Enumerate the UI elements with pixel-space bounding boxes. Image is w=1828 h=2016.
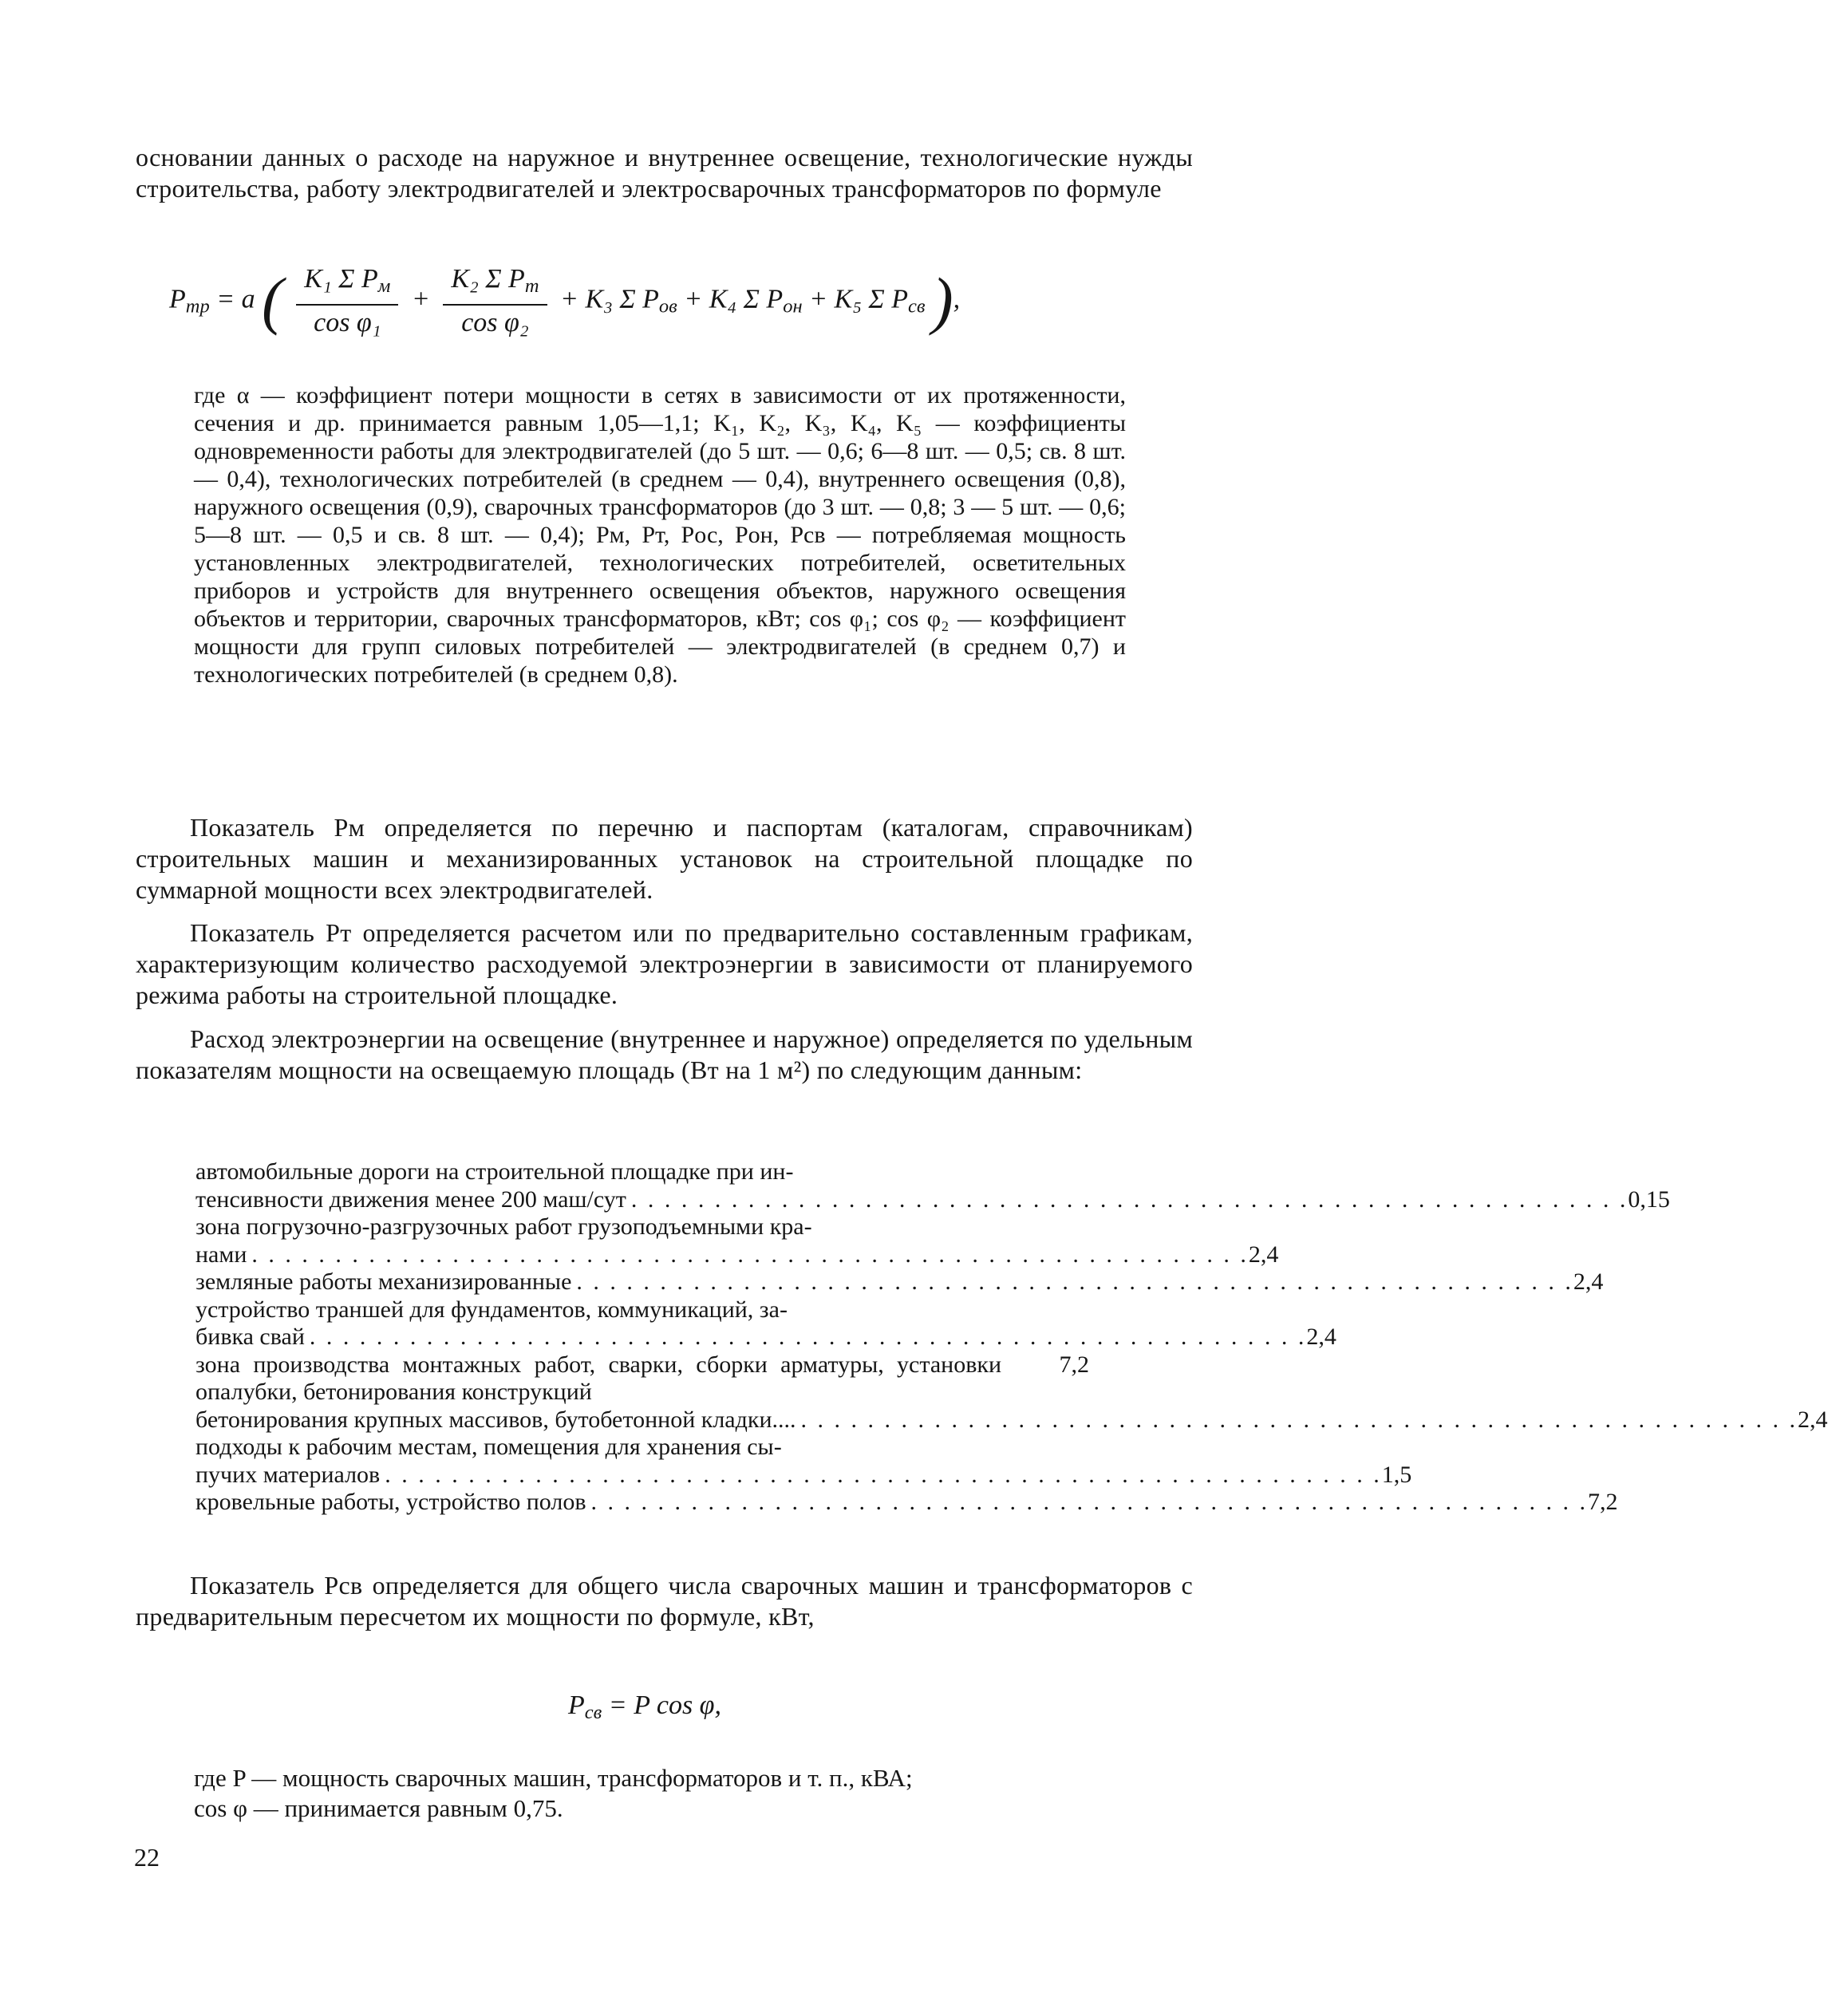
paragraph-pm: Показатель Pм определяется по перечню и паспортам (каталогам, справочникам) строительных машин и механизированных установок на строительной площадке по суммарной мощности всех электродвигателей. <box>136 813 1193 904</box>
list-item-value: 0,15 <box>1628 1186 1670 1213</box>
list-item-line: зона производства монтажных работ, сварки, сборки арматуры, установки опалубки, бетонирования конструкций 7,2 <box>195 1351 1089 1405</box>
list-item: тенсивности движения менее 200 маш/сут . . . . . . . . . . . . . . . . . . . . . . . . . . . . . . . . . . . . . . . . . . . . . . . . . . . . . . . . . . . . 0,15 <box>195 1186 1670 1213</box>
fraction-motors: $\frac{K_1 \Sigma P_м}{\text{cos φ₁}}$ <box>296 263 398 339</box>
list-item: бивка свай . . . . . . . . . . . . . . . . . . . . . . . . . . . . . . . . . . . . . . . . . . . . . . . . . . . . . . . . . . . . 2,4 <box>195 1324 1336 1350</box>
list-item-value: 2,4 <box>1306 1324 1336 1350</box>
paragraph-pt: Показатель Pт определяется расчетом или по предварительно составленным графикам, характеризующим количество расходуемой электроэнергии в зависимости от планируемого режима работы на строительной площадке. <box>136 918 1193 1009</box>
list-item-value: 7,2 <box>1059 1351 1089 1378</box>
lighting-list <box>195 1158 1828 1517</box>
welding-formula: $P_{св} = P$ cos φ, <box>568 1691 721 1724</box>
welding-legend: где P — мощность сварочных машин, трансформаторов и т. п., кВА; cos φ — принимается равным 0,75. <box>194 1764 913 1822</box>
dot-leader: . . . . . . . . . . . . . . . . . . . . . . . . . . . . . . . . . . . . . . . . . . . . . . . . . . . . . . . . . . . . <box>590 1489 1589 1515</box>
list-item-line: подходы к рабочим местам, помещения для хранения сы- <box>195 1434 782 1460</box>
list-item-line: автомобильные дороги на строительной площадке при ин- <box>195 1158 794 1185</box>
list-item-value: 2,4 <box>1798 1406 1828 1433</box>
dot-leader: . . . . . . . . . . . . . . . . . . . . . . . . . . . . . . . . . . . . . . . . . . . . . . . . . . . . . . . . . . . . <box>385 1461 1382 1488</box>
list-item-line: устройство траншей для фундаментов, коммуникаций, за- <box>195 1296 788 1323</box>
paragraph-lighting: Расход электроэнергии на освещение (внутреннее и наружное) определяется по удельным показателям мощности на освещаемую площадь (Вт на 1 м²) по следующим данным: <box>136 1024 1193 1084</box>
dot-leader: . . . . . . . . . . . . . . . . . . . . . . . . . . . . . . . . . . . . . . . . . . . . . . . . . . . . . . . . . . . . <box>251 1241 1249 1268</box>
dot-leader: . . . . . . . . . . . . . . . . . . . . . . . . . . . . . . . . . . . . . . . . . . . . . . . . . . . . . . . . . . . . <box>630 1186 1629 1213</box>
list-item: кровельные работы, устройство полов . . . . . . . . . . . . . . . . . . . . . . . . . . . . . . . . . . . . . . . . . . . . . . . . . . . . . . . . . . . . 7,2 <box>195 1489 1618 1515</box>
paragraph-psv: Показатель Pсв определяется для общего числа сварочных машин и трансформаторов с предварительным пересчетом их мощности по формуле, кВт, <box>136 1571 1193 1631</box>
dot-leader: . . . . . . . . . . . . . . . . . . . . . . . . . . . . . . . . . . . . . . . . . . . . . . . . . . . . . . . . . . . . <box>576 1268 1573 1295</box>
dot-leader: . . . . . . . . . . . . . . . . . . . . . . . . . . . . . . . . . . . . . . . . . . . . . . . . . . . . . . . . . . . . <box>309 1324 1307 1350</box>
list-item: земляные работы механизированные . . . . . . . . . . . . . . . . . . . . . . . . . . . . . . . . . . . . . . . . . . . . . . . . . . . . . . . . . . . . 2,4 <box>195 1268 1604 1295</box>
list-item-value: 7,2 <box>1588 1489 1618 1515</box>
formula-legend: где α — коэффициент потери мощности в сетях в зависимости от их протяженности, сечения и др. принимается равным 1,05—1,1; K₁, K₂, K₃, K₄, K₅ — коэффициенты одновременности работы для электродвигателей (до 5 шт. — 0,6; 6—8 шт. — 0,5; св. 8 шт. — 0,4), технологических потребителей (в среднем — 0,4), внутреннего освещения (0,8), наружного освещения (0,9), сварочных трансформаторов (до 3 шт. — 0,8; 3 — 5 шт. — 0,6; 5—8 шт. — 0,5 и св. 8 шт. — 0,4); Pм, Pт, Pос, Pон, Pсв — потребляемая мощность установленных электродвигателей, технологических потребителей, осветительных приборов и устройств для внутреннего освещения объектов, наружного освещения объектов и территории, сварочных трансформаторов, кВт; cos φ₁; cos φ₂ — коэффициент мощности для групп силовых потребителей — электродвигателей (в среднем 0,7) и технологических потребителей (в среднем 0,8). <box>194 382 1126 688</box>
page-number: 22 <box>134 1843 160 1872</box>
list-item-value: 1,5 <box>1381 1461 1412 1488</box>
list-item: бетонирования крупных массивов, бутобетонной кладки.... . . . . . . . . . . . . . . . . . . . . . . . . . . . . . . . . . . . . . . . . . . . . . . . . . . . . . . . . . . . . 2,4 <box>195 1406 1828 1433</box>
main-formula: $P_{тр} = a$ ( $\frac{K_1 \Sigma P_м}{\text{cos φ₁}}$ + $\frac{K_2 \Sigma P_т}{\text{cos φ₂}}$ + K₃ Σ $P_{ов} + K_4$ Σ $P_{он} + K_5$ Σ $P_{св}$ ), <box>169 264 961 338</box>
list-item-value: 2,4 <box>1248 1241 1279 1268</box>
list-item-line: зона погрузочно-разгрузочных работ грузоподъемными кра- <box>195 1213 812 1240</box>
list-item: нами . . . . . . . . . . . . . . . . . . . . . . . . . . . . . . . . . . . . . . . . . . . . . . . . . . . . . . . . . . . . 2,4 <box>195 1241 1279 1268</box>
dot-leader: . . . . . . . . . . . . . . . . . . . . . . . . . . . . . . . . . . . . . . . . . . . . . . . . . . . . . . . . . . . . <box>800 1406 1798 1433</box>
fraction-technological: $\frac{K_2 \Sigma P_т}{\text{cos φ₂}}$ <box>443 263 547 339</box>
list-item: пучих материалов . . . . . . . . . . . . . . . . . . . . . . . . . . . . . . . . . . . . . . . . . . . . . . . . . . . . . . . . . . . . 1,5 <box>195 1461 1412 1488</box>
list-item-value: 2,4 <box>1573 1268 1604 1295</box>
intro-paragraph: основании данных о расходе на наружное и внутреннее освещение, технологические нужды строительства, работу электродвигателей и электросварочных трансформаторов по формуле <box>136 143 1193 203</box>
